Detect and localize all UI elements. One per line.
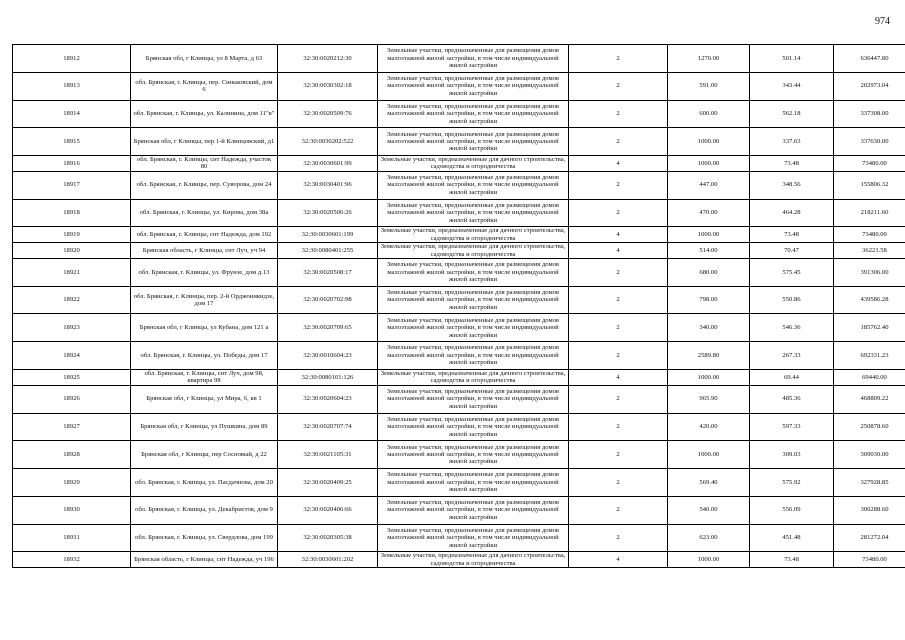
address-cell: обл. Брянская, г. Клинцы, пер. Суворова, дом 24 bbox=[131, 171, 278, 199]
table-row bbox=[13, 286, 905, 314]
unit-value-cell: 73.48 bbox=[750, 227, 834, 243]
table-row bbox=[13, 552, 905, 568]
area-cell: 1000.00 bbox=[668, 369, 750, 385]
cadastral-cost-cell: 36221.58 bbox=[834, 243, 905, 259]
cadastral-cost-cell: 468809.22 bbox=[834, 385, 905, 413]
unit-value-cell: 562.18 bbox=[750, 100, 834, 128]
row-number-cell: 18929 bbox=[13, 469, 131, 497]
address-cell: обл. Брянская, г. Клинцы, снт Надежда, участок 80 bbox=[131, 156, 278, 172]
category-cell: 4 bbox=[569, 552, 668, 568]
row-number-cell: 18913 bbox=[13, 72, 131, 100]
area-cell: 420.00 bbox=[668, 413, 750, 441]
cadastral-cost-cell: 337308.00 bbox=[834, 100, 905, 128]
cadastral-number-cell: 32:30:0030202:522 bbox=[278, 128, 378, 156]
permitted-use-cell: Земельные участки, предназначенные для размещения домов малоэтажной жилой застройки, в том числе индивидуальной жилой застройки bbox=[378, 524, 569, 552]
cadastral-number-cell: 32:30:0020508:17 bbox=[278, 258, 378, 286]
address-cell: обл. Брянская, г. Клинцы, ул. Фрунзе, дом д.13 bbox=[131, 258, 278, 286]
area-cell: 340.00 bbox=[668, 314, 750, 342]
area-cell: 798.00 bbox=[668, 286, 750, 314]
row-number-cell: 18932 bbox=[13, 552, 131, 568]
category-cell: 2 bbox=[569, 199, 668, 227]
category-cell: 2 bbox=[569, 100, 668, 128]
address-cell: Брянская обл, г Клинцы, пер 1-й Клинцовский, д1 bbox=[131, 128, 278, 156]
cadastral-number-cell: 32:30:0010604:23 bbox=[278, 342, 378, 370]
unit-value-cell: 70.47 bbox=[750, 243, 834, 259]
cadastral-number-cell: 32:30:0030601:199 bbox=[278, 227, 378, 243]
unit-value-cell: 546.36 bbox=[750, 314, 834, 342]
permitted-use-cell: Земельные участки, предназначенные для дачного строительства, садоводства и огородничества bbox=[378, 227, 569, 243]
unit-value-cell: 597.33 bbox=[750, 413, 834, 441]
category-cell: 2 bbox=[569, 72, 668, 100]
cadastral-number-cell: 32:30:0020305:38 bbox=[278, 524, 378, 552]
row-number-cell: 18928 bbox=[13, 441, 131, 469]
table-row bbox=[13, 314, 905, 342]
row-number-cell: 18918 bbox=[13, 199, 131, 227]
address-cell: Брянская обл, г Клинцы, ул 8 Марта, д 63 bbox=[131, 45, 278, 73]
row-number-cell: 18912 bbox=[13, 45, 131, 73]
permitted-use-cell: Земельные участки, предназначенные для размещения домов малоэтажной жилой застройки, в том числе индивидуальной жилой застройки bbox=[378, 128, 569, 156]
cadastral-number-cell: 32:30:0020707:74 bbox=[278, 413, 378, 441]
unit-value-cell: 575.45 bbox=[750, 258, 834, 286]
area-cell: 1000.00 bbox=[668, 156, 750, 172]
table-body bbox=[13, 45, 905, 568]
cadastral-cost-cell: 281272.04 bbox=[834, 524, 905, 552]
cadastral-number-cell: 32:30:0030302:18 bbox=[278, 72, 378, 100]
area-cell: 600.00 bbox=[668, 100, 750, 128]
table-row bbox=[13, 258, 905, 286]
row-number-cell: 18923 bbox=[13, 314, 131, 342]
category-cell: 2 bbox=[569, 258, 668, 286]
table-row bbox=[13, 369, 905, 385]
cadastral-cost-cell: 155806.32 bbox=[834, 171, 905, 199]
category-cell: 4 bbox=[569, 369, 668, 385]
unit-value-cell: 69.44 bbox=[750, 369, 834, 385]
permitted-use-cell: Земельные участки, предназначенные для дачного строительства, садоводства и огородничества bbox=[378, 243, 569, 259]
permitted-use-cell: Земельные участки, предназначенные для размещения домов малоэтажной жилой застройки, в том числе индивидуальной жилой застройки bbox=[378, 199, 569, 227]
row-number-cell: 18915 bbox=[13, 128, 131, 156]
address-cell: Брянская обл, г Клинцы, ул Мира, 6, кв 1 bbox=[131, 385, 278, 413]
cadastral-number-cell: 32:30:0020506:26 bbox=[278, 199, 378, 227]
permitted-use-cell: Земельные участки, предназначенные для размещения домов малоэтажной жилой застройки, в том числе индивидуальной жилой застройки bbox=[378, 72, 569, 100]
row-number-cell: 18925 bbox=[13, 369, 131, 385]
unit-value-cell: 348.56 bbox=[750, 171, 834, 199]
row-number-cell: 18916 bbox=[13, 156, 131, 172]
row-number-cell: 18921 bbox=[13, 258, 131, 286]
unit-value-cell: 73.48 bbox=[750, 552, 834, 568]
row-number-cell: 18914 bbox=[13, 100, 131, 128]
cadastral-cost-cell: 309030.00 bbox=[834, 441, 905, 469]
row-number-cell: 18920 bbox=[13, 243, 131, 259]
cadastral-number-cell: 32:30:0020212:30 bbox=[278, 45, 378, 73]
permitted-use-cell: Земельные участки, предназначенные для размещения домов малоэтажной жилой застройки, в том числе индивидуальной жилой застройки bbox=[378, 100, 569, 128]
area-cell: 1270.00 bbox=[668, 45, 750, 73]
cadastral-cost-cell: 185762.40 bbox=[834, 314, 905, 342]
cadastral-number-cell: 32:30:0020604:23 bbox=[278, 385, 378, 413]
address-cell: обл. Брянская, г. Клинцы, ул. Декабристов, дом 9 bbox=[131, 496, 278, 524]
permitted-use-cell: Земельные участки, предназначенные для размещения домов малоэтажной жилой застройки, в том числе индивидуальной жилой застройки bbox=[378, 314, 569, 342]
area-cell: 965.90 bbox=[668, 385, 750, 413]
unit-value-cell: 550.86 bbox=[750, 286, 834, 314]
table-row bbox=[13, 72, 905, 100]
permitted-use-cell: Земельные участки, предназначенные для размещения домов малоэтажной жилой застройки, в том числе индивидуальной жилой застройки bbox=[378, 385, 569, 413]
area-cell: 540.00 bbox=[668, 496, 750, 524]
address-cell: Брянская обл, г Клинцы, ул Кубана, дом 121 а bbox=[131, 314, 278, 342]
permitted-use-cell: Земельные участки, предназначенные для дачного строительства, садоводства и огородничества bbox=[378, 156, 569, 172]
row-number-cell: 18917 bbox=[13, 171, 131, 199]
cadastral-cost-cell: 300288.60 bbox=[834, 496, 905, 524]
area-cell: 680.00 bbox=[668, 258, 750, 286]
unit-value-cell: 343.44 bbox=[750, 72, 834, 100]
permitted-use-cell: Земельные участки, предназначенные для дачного строительства, садоводства и огородничества bbox=[378, 369, 569, 385]
cadastral-number-cell: 32:30:0030601:99 bbox=[278, 156, 378, 172]
cadastral-cost-cell: 73480.00 bbox=[834, 227, 905, 243]
unit-value-cell: 451.48 bbox=[750, 524, 834, 552]
area-cell: 447.00 bbox=[668, 171, 750, 199]
address-cell: обл. Брянская, г. Клинцы, пер. Синьковский, дом 6 bbox=[131, 72, 278, 100]
category-cell: 2 bbox=[569, 45, 668, 73]
category-cell: 2 bbox=[569, 314, 668, 342]
address-cell: Брянская обл, г Клинцы, ул Пушкина, дом 89 bbox=[131, 413, 278, 441]
table-row bbox=[13, 171, 905, 199]
cadastral-number-cell: 32:30:0020409:25 bbox=[278, 469, 378, 497]
row-number-cell: 18922 bbox=[13, 286, 131, 314]
row-number-cell: 18927 bbox=[13, 413, 131, 441]
cadastral-cost-cell: 636447.80 bbox=[834, 45, 905, 73]
category-cell: 4 bbox=[569, 156, 668, 172]
cadastral-cost-cell: 692331.23 bbox=[834, 342, 905, 370]
row-number-cell: 18931 bbox=[13, 524, 131, 552]
cadastral-cost-cell: 337630.00 bbox=[834, 128, 905, 156]
category-cell: 4 bbox=[569, 243, 668, 259]
address-cell: обл. Брянская, г. Клинцы, ул. Калинина, дом 11"в" bbox=[131, 100, 278, 128]
area-cell: 591.00 bbox=[668, 72, 750, 100]
table-row bbox=[13, 524, 905, 552]
area-cell: 623.00 bbox=[668, 524, 750, 552]
table-row bbox=[13, 100, 905, 128]
table-row bbox=[13, 385, 905, 413]
table-row bbox=[13, 243, 905, 259]
unit-value-cell: 485.36 bbox=[750, 385, 834, 413]
cadastral-cost-cell: 439586.28 bbox=[834, 286, 905, 314]
permitted-use-cell: Земельные участки, предназначенные для размещения домов малоэтажной жилой застройки, в том числе индивидуальной жилой застройки bbox=[378, 342, 569, 370]
area-cell: 569.40 bbox=[668, 469, 750, 497]
cadastral-cost-cell: 73480.00 bbox=[834, 156, 905, 172]
permitted-use-cell: Земельные участки, предназначенные для дачного строительства, садоводства и огородничества bbox=[378, 552, 569, 568]
cadastral-cost-cell: 202973.04 bbox=[834, 72, 905, 100]
permitted-use-cell: Земельные участки, предназначенные для размещения домов малоэтажной жилой застройки, в том числе индивидуальной жилой застройки bbox=[378, 469, 569, 497]
address-cell: Брянская обл, г Клинцы, пер Сосновый, д 22 bbox=[131, 441, 278, 469]
table-row bbox=[13, 227, 905, 243]
address-cell: обл. Брянская, г. Клинцы, пер. 2-й Орджоникидзе, дом 17 bbox=[131, 286, 278, 314]
table-row bbox=[13, 441, 905, 469]
address-cell: обл. Брянская, г. Клинцы, ул. Победы, дом 17 bbox=[131, 342, 278, 370]
permitted-use-cell: Земельные участки, предназначенные для размещения домов малоэтажной жилой застройки, в том числе индивидуальной жилой застройки bbox=[378, 496, 569, 524]
cadastral-number-cell: 32:30:0020406:66 bbox=[278, 496, 378, 524]
unit-value-cell: 556.09 bbox=[750, 496, 834, 524]
address-cell: обл. Брянская, г. Клинцы, снт Луч, дом 98, квартира 98 bbox=[131, 369, 278, 385]
unit-value-cell: 267.33 bbox=[750, 342, 834, 370]
cadastral-number-cell: 32:30:0020509:76 bbox=[278, 100, 378, 128]
row-number-cell: 18919 bbox=[13, 227, 131, 243]
area-cell: 1000.00 bbox=[668, 441, 750, 469]
category-cell: 2 bbox=[569, 385, 668, 413]
category-cell: 2 bbox=[569, 128, 668, 156]
category-cell: 2 bbox=[569, 171, 668, 199]
cadastral-number-cell: 32:30:0021105:31 bbox=[278, 441, 378, 469]
category-cell: 2 bbox=[569, 524, 668, 552]
permitted-use-cell: Земельные участки, предназначенные для размещения домов малоэтажной жилой застройки, в том числе индивидуальной жилой застройки bbox=[378, 441, 569, 469]
permitted-use-cell: Земельные участки, предназначенные для размещения домов малоэтажной жилой застройки, в том числе индивидуальной жилой застройки bbox=[378, 413, 569, 441]
category-cell: 2 bbox=[569, 441, 668, 469]
unit-value-cell: 337.63 bbox=[750, 128, 834, 156]
permitted-use-cell: Земельные участки, предназначенные для размещения домов малоэтажной жилой застройки, в том числе индивидуальной жилой застройки bbox=[378, 45, 569, 73]
permitted-use-cell: Земельные участки, предназначенные для размещения домов малоэтажной жилой застройки, в том числе индивидуальной жилой застройки bbox=[378, 286, 569, 314]
address-cell: обл. Брянская, г. Клинцы, ул. Кирова, дом 38а bbox=[131, 199, 278, 227]
area-cell: 1000.00 bbox=[668, 227, 750, 243]
address-cell: обл. Брянская, г. Клинцы, ул. Пасдачнова, дом 20 bbox=[131, 469, 278, 497]
category-cell: 2 bbox=[569, 286, 668, 314]
address-cell: обл. Брянская, г. Клинцы, снт Надежда, дом 192 bbox=[131, 227, 278, 243]
cadastral-number-cell: 32:30:0030601:202 bbox=[278, 552, 378, 568]
cadastral-value-table bbox=[12, 44, 905, 568]
row-number-cell: 18924 bbox=[13, 342, 131, 370]
area-cell: 2589.80 bbox=[668, 342, 750, 370]
page-number: 974 bbox=[875, 16, 890, 27]
cadastral-number-cell: 32:30:0080101:126 bbox=[278, 369, 378, 385]
cadastral-cost-cell: 327928.85 bbox=[834, 469, 905, 497]
area-cell: 1000.00 bbox=[668, 552, 750, 568]
cadastral-number-cell: 32:30:0020702:98 bbox=[278, 286, 378, 314]
unit-value-cell: 73.48 bbox=[750, 156, 834, 172]
area-cell: 470.00 bbox=[668, 199, 750, 227]
address-cell: Брянская область, г Клинцы, снт Луч, уч 94 bbox=[131, 243, 278, 259]
cadastral-number-cell: 32:30:0030401:96 bbox=[278, 171, 378, 199]
area-cell: 514.00 bbox=[668, 243, 750, 259]
cadastral-cost-cell: 69440.00 bbox=[834, 369, 905, 385]
category-cell: 4 bbox=[569, 227, 668, 243]
cadastral-number-cell: 32:30:0020709:65 bbox=[278, 314, 378, 342]
unit-value-cell: 501.14 bbox=[750, 45, 834, 73]
table-row bbox=[13, 413, 905, 441]
table-row bbox=[13, 45, 905, 73]
address-cell: Брянская область, г Клинцы, снт Надежда, уч 196 bbox=[131, 552, 278, 568]
table-row bbox=[13, 496, 905, 524]
category-cell: 2 bbox=[569, 469, 668, 497]
unit-value-cell: 575.92 bbox=[750, 469, 834, 497]
unit-value-cell: 464.28 bbox=[750, 199, 834, 227]
table-row bbox=[13, 342, 905, 370]
permitted-use-cell: Земельные участки, предназначенные для размещения домов малоэтажной жилой застройки, в том числе индивидуальной жилой застройки bbox=[378, 171, 569, 199]
cadastral-cost-cell: 391306.00 bbox=[834, 258, 905, 286]
category-cell: 2 bbox=[569, 413, 668, 441]
row-number-cell: 18930 bbox=[13, 496, 131, 524]
address-cell: обл. Брянская, г. Клинцы, ул. Свердлова, дом 199 bbox=[131, 524, 278, 552]
table-row bbox=[13, 199, 905, 227]
category-cell: 2 bbox=[569, 496, 668, 524]
unit-value-cell: 309.03 bbox=[750, 441, 834, 469]
cadastral-cost-cell: 250878.60 bbox=[834, 413, 905, 441]
cadastral-number-cell: 32:30:0080401:255 bbox=[278, 243, 378, 259]
cadastral-cost-cell: 218211.60 bbox=[834, 199, 905, 227]
table-row bbox=[13, 469, 905, 497]
permitted-use-cell: Земельные участки, предназначенные для размещения домов малоэтажной жилой застройки, в том числе индивидуальной жилой застройки bbox=[378, 258, 569, 286]
category-cell: 2 bbox=[569, 342, 668, 370]
table-row bbox=[13, 128, 905, 156]
row-number-cell: 18926 bbox=[13, 385, 131, 413]
cadastral-cost-cell: 73480.00 bbox=[834, 552, 905, 568]
area-cell: 1000.00 bbox=[668, 128, 750, 156]
table-row bbox=[13, 156, 905, 172]
